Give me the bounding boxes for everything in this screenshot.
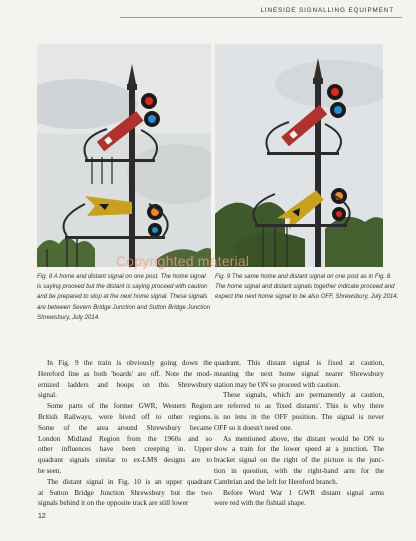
figure-9-caption [215, 272, 399, 303]
body-text-line: tion in question, with the right-hand arm for the [214, 466, 384, 475]
copyright-watermark: Copyrighted material [116, 253, 250, 269]
caption-line: Shrewsbury, July 2014. [37, 313, 100, 321]
body-column-right [214, 358, 384, 509]
body-text-line: signal. [38, 391, 57, 400]
body-text-line: quadrant signals similar to ex-LMS designs are to [38, 456, 212, 465]
body-text-line: In Fig. 9 the train is obviously going down the [47, 359, 212, 367]
body-text-line: These signals, which are permanently at caution, [223, 391, 384, 400]
figure-8-photo [37, 44, 211, 267]
body-text-line: OFF so it doesn't need one. [214, 423, 293, 432]
body-text-line: signals behind it on the opposite track are still lower [38, 499, 189, 508]
body-text-line: British Railways, were hived off to other regions. [38, 412, 212, 421]
body-column-left [38, 358, 212, 509]
body-text-line: bracket signal on the right of the picture is the junc- [214, 456, 384, 465]
caption-line: is saying proceed but the distant is saying proceed with caution [37, 283, 208, 291]
caption-line: Fig. 9 The same home and distant signal on one post as in Fig. 8. [215, 273, 392, 280]
body-text-line: Some of the area around Shrewsbury became [38, 423, 212, 432]
running-title: LINESIDE SIGNALLING EQUIPMENT [260, 7, 394, 14]
body-text-line: Cambrian and the left for Hereford branch. [214, 477, 338, 486]
caption-line: Fig. 8 A home and distant signal on one post. The home signal [37, 273, 206, 280]
body-text-line: other influences have been creeping in. Upper [38, 445, 212, 454]
caption-line: and be prepared to stop at the next home signal. These signals [37, 293, 208, 301]
body-text-line: is no lens in the OFF position. The signal is never [214, 412, 384, 421]
figure-8-caption [37, 272, 209, 323]
body-text-line: at Sutton Bridge Junction Shrewsbury but the two [38, 488, 212, 497]
body-text-line: be seen. [38, 466, 62, 475]
header-rule [120, 17, 402, 18]
body-text-line: slow a train for the lower speed at a junction. The [214, 445, 384, 454]
body-text-line: ernized ladders and hoops on this Shrewsbury [38, 380, 212, 389]
running-header [0, 7, 416, 21]
body-text-line: As mentioned above, the distant would be ON to [223, 434, 384, 443]
body-text-line: quadrant. This distant signal is fixed at caution, [214, 359, 384, 367]
body-text-line: Before Word War 1 GWR distant signal arms [223, 488, 384, 497]
body-text-line: meaning the next home signal nearer Shrewsbury [214, 369, 384, 378]
page-number: 12 [38, 513, 46, 520]
body-text-line: Some parts of the former GWR, Western Region [47, 402, 212, 411]
figure-9-photo [215, 44, 383, 267]
body-text-line: station may be ON so proceed with caution. [214, 380, 341, 389]
body-text-line: London Midland Region from the 1960s and so [38, 434, 212, 443]
caption-line: expect the next home signal to be also OFF, Shrewsbury, July 2014. [215, 293, 399, 301]
body-text-line: are referred to as 'fixed distants'. This is why there [214, 402, 384, 411]
body-text-line: Hereford line as both 'boards' are off. Note the mod- [38, 369, 212, 378]
caption-line: are between Severn Bridge Junction and Sutton Bridge Junction [37, 303, 211, 311]
caption-line: The home signal and distant signals together indicate proceed and [215, 283, 395, 291]
body-text-line: The distant signal in Fig. 10 is an upper quadrant [47, 477, 212, 486]
body-text-line: were red with the fishtail shape. [214, 499, 306, 508]
